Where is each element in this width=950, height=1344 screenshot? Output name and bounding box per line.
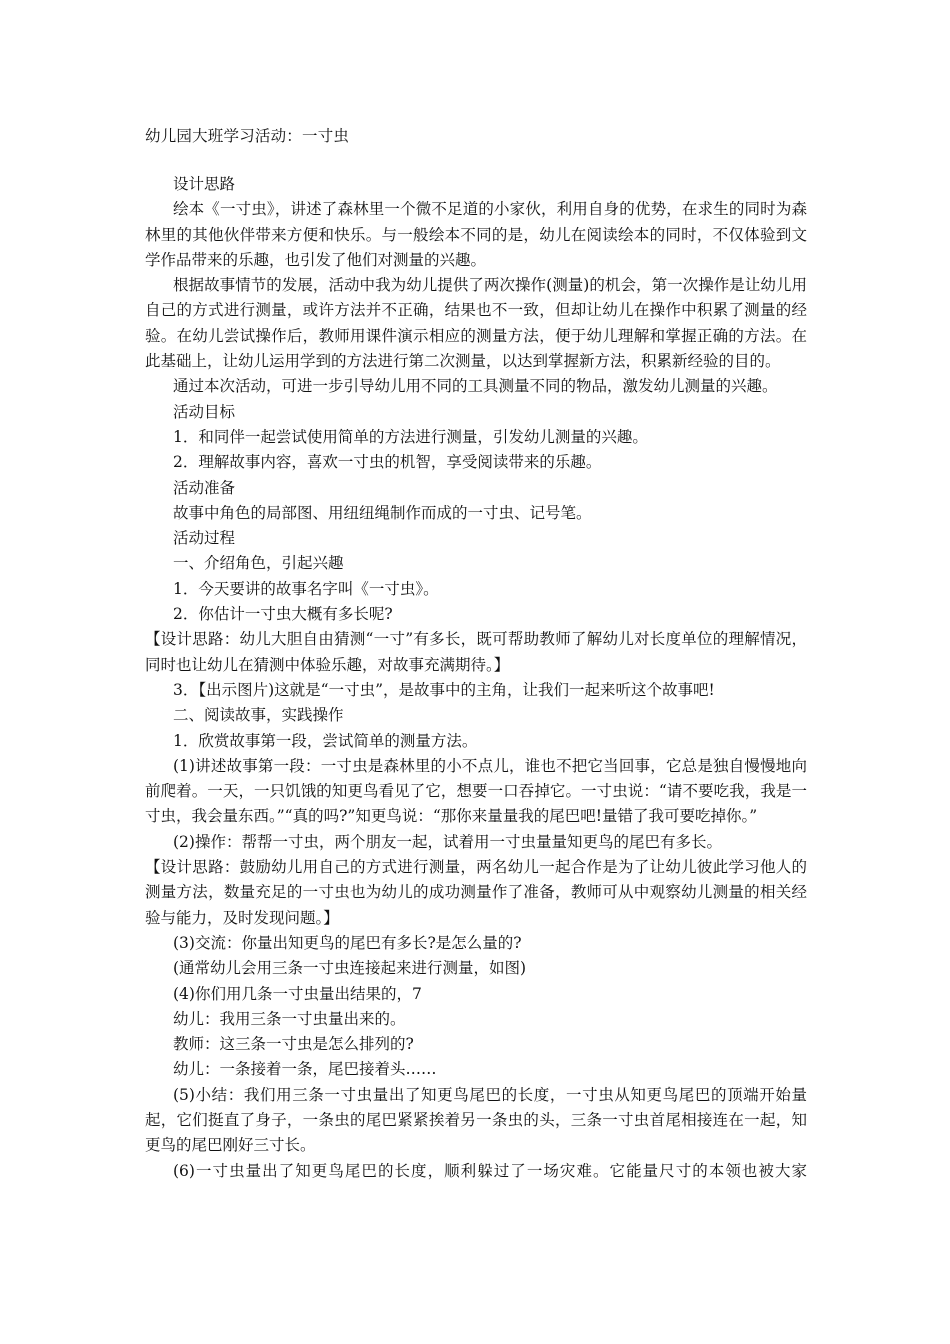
paragraph: 一、介绍角色，引起兴趣	[173, 554, 344, 573]
paragraph: (通常幼儿会用三条一寸虫连接起来进行测量，如图)	[173, 959, 527, 978]
paragraph: 1．欣赏故事第一段，尝试简单的测量方法。	[173, 731, 478, 750]
paragraph: 3．【出示图片)这就是“一寸虫”，是故事中的主角，让我们一起来听这个故事吧!	[173, 680, 715, 699]
paragraph: (6)一寸虫量出了知更鸟尾巴的长度，顺利躲过了一场灾难。它能量尺寸的本领也被大家	[173, 1161, 807, 1180]
paragraph: 2．理解故事内容，喜欢一寸虫的机智，享受阅读带来的乐趣。	[173, 453, 602, 472]
paragraph: 二、阅读故事，实践操作	[173, 706, 344, 725]
paragraph: (1)讲述故事第一段：一寸虫是森林里的小不点儿，谁也不把它当回事，它总是独自慢慢地向前爬着。一天，一只饥饿的知更鸟看见了它，想要一口吞掉它。一寸虫说：“请不要吃我，我是一寸虫，我会量东西。”“真的吗?”知更鸟说：“那你来量量我的尾巴吧!量错了我可要吃掉你。”	[145, 756, 807, 826]
paragraph: (2)操作：帮帮一寸虫，两个朋友一起，试着用一寸虫量量知更鸟的尾巴有多长。	[173, 832, 722, 851]
paragraph: (3)交流：你量出知更鸟的尾巴有多长?是怎么量的?	[173, 933, 522, 952]
paragraph: 故事中角色的局部图、用纽纽绳制作而成的一寸虫、记号笔。	[173, 503, 592, 522]
paragraph: (5)小结：我们用三条一寸虫量出了知更鸟尾巴的长度，一寸虫从知更鸟尾巴的顶端开始量起，它们挺直了身子，一条虫的尾巴紧紧挨着另一条虫的头，三条一寸虫首尾相接连在一起，知更鸟的尾巴刚好三寸长。	[145, 1085, 807, 1155]
paragraph: 2．你估计一寸虫大概有多长呢?	[173, 605, 393, 624]
paragraph: (4)你们用几条一寸虫量出结果的，7	[173, 984, 422, 1003]
document-title: 幼儿园大班学习活动：一寸虫	[145, 127, 350, 145]
paragraph: 幼儿：一条接着一条，尾巴接着头……	[173, 1060, 437, 1079]
paragraph: 绘本《一寸虫》，讲述了森林里一个微不足道的小家伙，利用自身的优势，在求生的同时为森林里的其他伙伴带来方便和快乐。与一般绘本不同的是，幼儿在阅读绘本的同时，不仅体验到文学作品带来的乐趣，也引发了他们对测量的兴趣。	[145, 200, 807, 269]
paragraph: 通过本次活动，可进一步引导幼儿用不同的工具测量不同的物品，激发幼儿测量的兴趣。	[173, 377, 778, 396]
paragraph: 活动目标	[173, 402, 236, 421]
paragraph: 设计思路	[173, 175, 236, 193]
paragraph: 活动准备	[173, 478, 236, 497]
paragraph: 1．今天要讲的故事名字叫《一寸虫》。	[173, 579, 439, 598]
paragraph: 1．和同伴一起尝试使用简单的方法进行测量，引发幼儿测量的兴趣。	[173, 427, 648, 446]
paragraph: 教师：这三条一寸虫是怎么排列的?	[173, 1035, 414, 1054]
paragraph: 根据故事情节的发展，活动中我为幼儿提供了两次操作(测量)的机会，第一次操作是让幼儿用自己的方式进行测量，或许方法并不正确，结果也不一致，但却让幼儿在操作中积累了测量的经验。在幼儿尝试操作后，教师用课件演示相应的测量方法，便于幼儿理解和掌握正确的方法。在此基础上，让幼儿运用学到的方法进行第二次测量，以达到掌握新方法，积累新经验的目的。	[145, 276, 807, 371]
paragraph: 活动过程	[173, 529, 236, 548]
paragraph: 幼儿：我用三条一寸虫量出来的。	[173, 1009, 406, 1028]
paragraph: 【设计思路：鼓励幼儿用自己的方式进行测量，两名幼儿一起合作是为了让幼儿彼此学习他人的测量方法，数量充足的一寸虫也为幼儿的成功测量作了准备，教师可从中观察幼儿测量的相关经验与能力，及时发现问题。】	[145, 858, 807, 927]
paragraph: 【设计思路：幼儿大胆自由猜测“一寸”有多长，既可帮助教师了解幼儿对长度单位的理解情况，同时也让幼儿在猜测中体验乐趣，对故事充满期待。】	[145, 630, 807, 674]
document-body	[145, 172, 807, 1184]
